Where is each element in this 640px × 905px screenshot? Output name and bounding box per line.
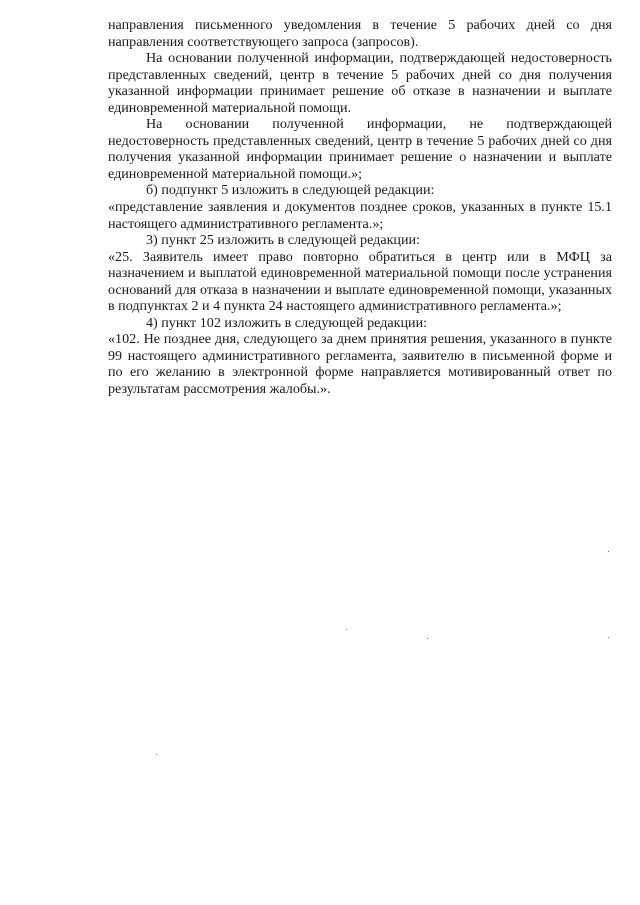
scan-speck [608, 551, 609, 552]
document-body [108, 17, 612, 398]
scan-speck [346, 629, 347, 630]
amendment-item-3: 3) пункт 25 изложить в следующей редакции: [146, 232, 420, 249]
quote-subpoint-5: «представление заявления и документов позднее сроков, указанных в пункте 15.1 настоящего административного регламента.»; [108, 199, 612, 232]
scan-speck [608, 637, 609, 638]
paragraph-refusal-decision: На основании полученной информации, подтверждающей недостоверность представленных сведений, центр в течение 5 рабочих дней со дня получения указанной информации принимает решение об отказе в назначении и выплате единовременной материальной помощи. [108, 50, 612, 116]
quote-point-102: «102. Не позднее дня, следующего за днем принятия решения, указанного в пункте 99 настоящего административного регламента, заявителю в письменной форме и по его желанию в электронной форме направляется мотивированный ответ по результатам рассмотрения жалобы.». [108, 331, 612, 398]
scan-speck [427, 638, 428, 639]
quote-point-25: «25. Заявитель имеет право повторно обратиться в центр или в МФЦ за назначением и выплатой единовременной материальной помощи после устранения оснований для отказа в назначении и выплате единовременной помощи, указанных в подпунктах 2 и 4 пункта 24 настоящего административного регламента.»; [108, 248, 612, 315]
amendment-item-b: б) подпункт 5 изложить в следующей редакции: [146, 182, 435, 199]
amendment-item-4: 4) пункт 102 изложить в следующей редакции: [146, 314, 428, 331]
scan-speck [156, 754, 157, 755]
paragraph-continuation: направления письменного уведомления в течение 5 рабочих дней со дня направления соответствующего запроса (запросов). [108, 17, 612, 50]
paragraph-approval-decision: На основании полученной информации, не подтверждающей недостоверность представленных сведений, центр в течение 5 рабочих дней со дня получения указанной информации принимает решение о назначении и выплате единовременной материальной помощи.»; [108, 116, 612, 182]
